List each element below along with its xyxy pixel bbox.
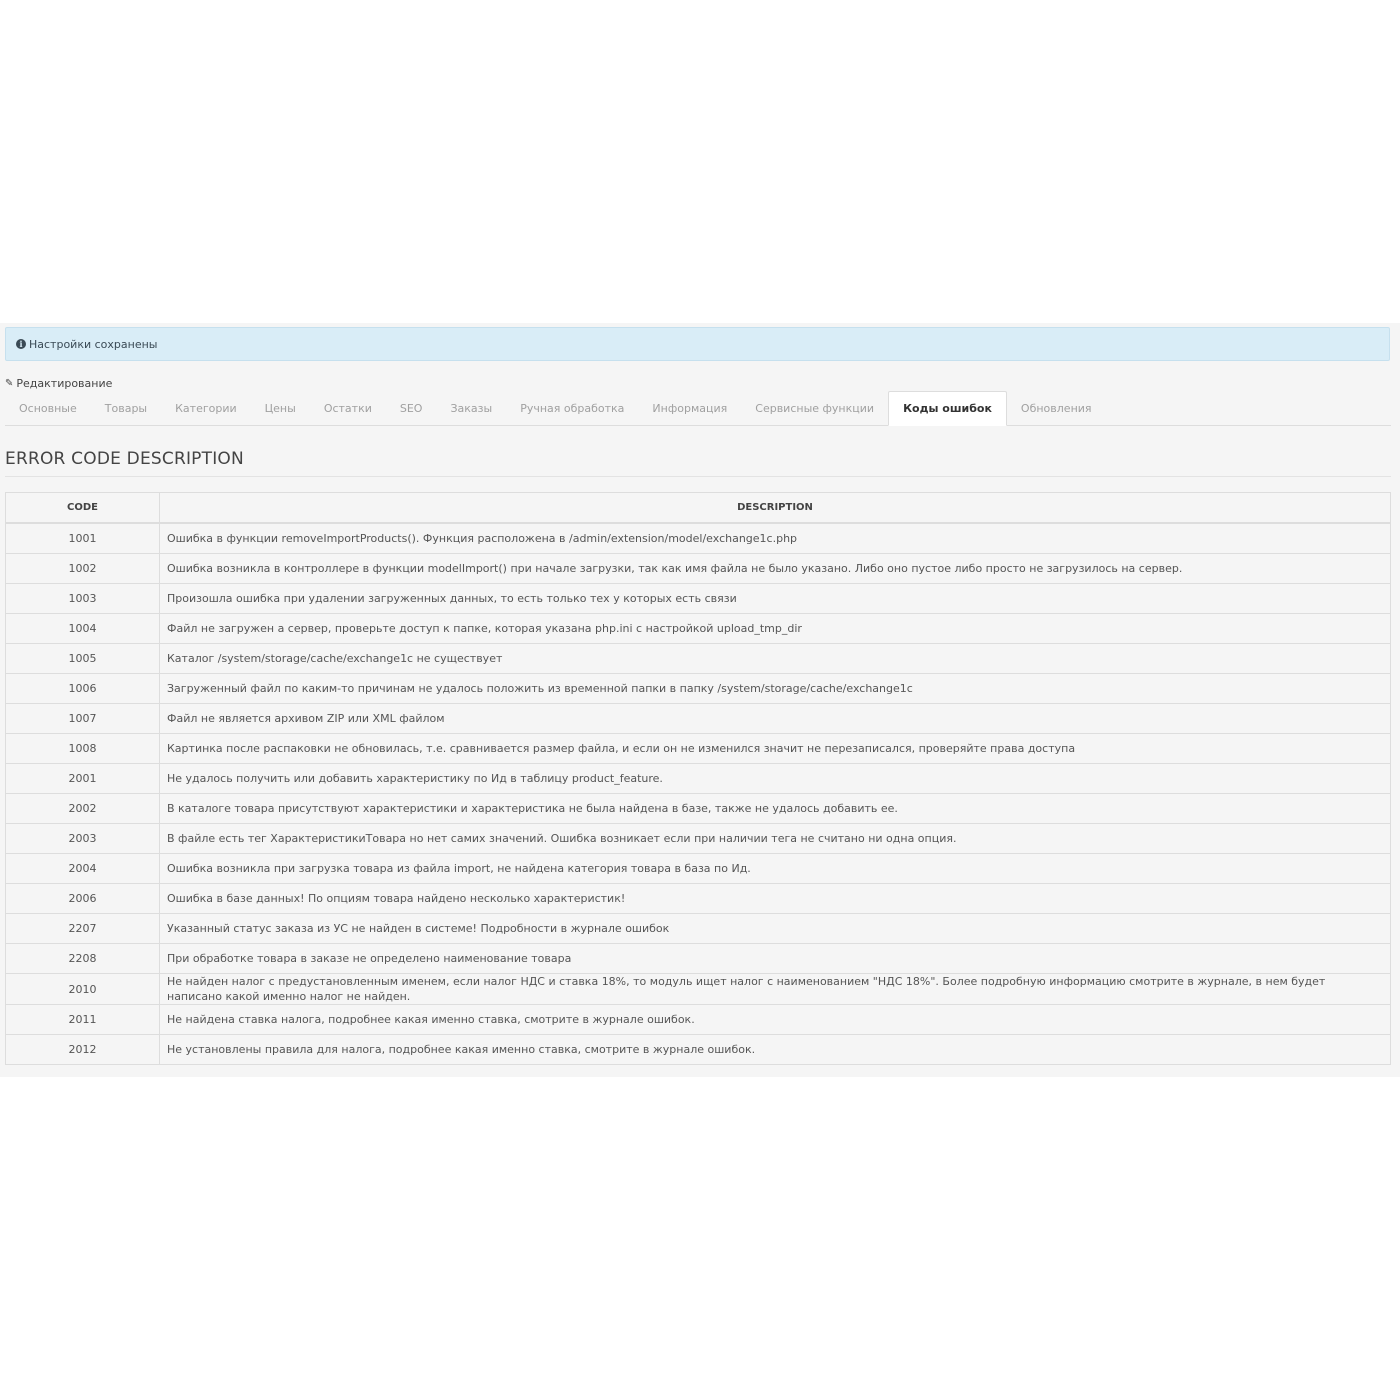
description-column-header: DESCRIPTION — [160, 493, 1391, 524]
table-row — [6, 1005, 1391, 1035]
table-row — [6, 884, 1391, 914]
table-row — [6, 974, 1391, 1005]
pencil-icon: ✎ — [5, 378, 14, 389]
table-row — [6, 704, 1391, 734]
table-row — [6, 854, 1391, 884]
error-description: Файл не загружен а сервер, проверьте доступ к папке, которая указана php.ini с настройкой upload_tmp_dir — [160, 614, 1391, 644]
error-description: Не найдена ставка налога, подробнее какая именно ставка, смотрите в журнале ошибок. — [160, 1005, 1391, 1035]
code-column-header: CODE — [6, 493, 160, 524]
settings-panel — [0, 323, 1400, 1077]
error-code: 1005 — [6, 644, 160, 674]
error-description: Указанный статус заказа из УС не найден в системе! Подробности в журнале ошибок — [160, 914, 1391, 944]
error-code: 1008 — [6, 734, 160, 764]
table-row — [6, 734, 1391, 764]
error-code: 2012 — [6, 1035, 160, 1065]
table-row — [6, 614, 1391, 644]
error-code: 1006 — [6, 674, 160, 704]
table-row — [6, 824, 1391, 854]
table-row — [6, 1035, 1391, 1065]
table-row — [6, 644, 1391, 674]
success-alert — [5, 327, 1390, 361]
error-code: 1007 — [6, 704, 160, 734]
error-description: Не найден налог с предустановленным именем, если налог НДС и ставка 18%, то модуль ищет налог с наименованием "НДС 18%". Более подробную информацию смотрите в журнале, в нем будет написано какой именно налог не найден. — [160, 974, 1391, 1005]
tab-updates[interactable]: Обновления — [1020, 402, 1092, 415]
error-code: 2006 — [6, 884, 160, 914]
tab-products[interactable]: Товары — [104, 402, 148, 415]
error-description: Каталог /system/storage/cache/exchange1c не существует — [160, 644, 1391, 674]
table-row — [6, 584, 1391, 614]
tab-error-codes[interactable]: Коды ошибок — [888, 391, 1007, 426]
error-code: 2207 — [6, 914, 160, 944]
tab-seo[interactable]: SEO — [399, 402, 423, 415]
error-description: Не установлены правила для налога, подробнее какая именно ставка, смотрите в журнале ошибок. — [160, 1035, 1391, 1065]
error-description: Ошибка в базе данных! По опциям товара найдено несколько характеристик! — [160, 884, 1391, 914]
tab-stock[interactable]: Остатки — [323, 402, 372, 415]
tab-service-functions[interactable]: Сервисные функции — [755, 402, 875, 415]
tab-main[interactable]: Основные — [19, 402, 77, 415]
tab-information[interactable]: Информация — [652, 402, 728, 415]
error-description: Файл не является архивом ZIP или XML файлом — [160, 704, 1391, 734]
error-description: Произошла ошибка при удалении загруженных данных, то есть только тех у которых есть связи — [160, 584, 1391, 614]
error-codes-table — [5, 492, 1391, 1065]
tab-categories[interactable]: Категории — [175, 402, 237, 415]
error-code: 2001 — [6, 764, 160, 794]
tab-prices[interactable]: Цены — [264, 402, 296, 415]
error-code: 1002 — [6, 554, 160, 584]
info-circle-icon: i — [16, 339, 26, 349]
error-description: Ошибка в функции removeImportProducts(). Функция расположена в /admin/extension/model/exchange1c.php — [160, 523, 1391, 554]
error-code: 2002 — [6, 794, 160, 824]
error-code: 1003 — [6, 584, 160, 614]
alert-text: Настройки сохранены — [29, 337, 158, 351]
error-code: 1004 — [6, 614, 160, 644]
tab-bar — [5, 392, 1391, 426]
table-row — [6, 523, 1391, 554]
error-description: При обработке товара в заказе не определено наименование товара — [160, 944, 1391, 974]
table-row — [6, 914, 1391, 944]
table-row — [6, 764, 1391, 794]
error-description: Загруженный файл по каким-то причинам не удалось положить из временной папки в папку /system/storage/cache/exchange1c — [160, 674, 1391, 704]
error-code: 2208 — [6, 944, 160, 974]
edit-heading-label: Редактирование — [16, 377, 113, 390]
error-description: Ошибка возникла при загрузка товара из файла import, не найдена категория товара в база по Ид. — [160, 854, 1391, 884]
error-description: Не удалось получить или добавить характеристику по Ид в таблицу product_feature. — [160, 764, 1391, 794]
tab-manual-processing[interactable]: Ручная обработка — [520, 402, 625, 415]
table-row — [6, 674, 1391, 704]
tab-orders[interactable]: Заказы — [450, 402, 493, 415]
section-title: ERROR CODE DESCRIPTION — [5, 449, 244, 469]
title-divider — [5, 476, 1391, 477]
table-row — [6, 794, 1391, 824]
error-code: 2003 — [6, 824, 160, 854]
error-code: 1001 — [6, 523, 160, 554]
error-description: Ошибка возникла в контроллере в функции modelImport() при начале загрузки, так как имя файла не было указано. Либо оно пустое либо просто не загрузилось на сервер. — [160, 554, 1391, 584]
error-code: 2010 — [6, 974, 160, 1005]
error-code: 2011 — [6, 1005, 160, 1035]
table-row — [6, 554, 1391, 584]
table-header-row — [6, 493, 1391, 524]
error-description: В файле есть тег ХарактеристикиТовара но нет самих значений. Ошибка возникает если при наличии тега не считано ни одна опция. — [160, 824, 1391, 854]
error-description: В каталоге товара присутствуют характеристики и характеристика не была найдена в базе, также не удалось добавить ее. — [160, 794, 1391, 824]
error-code: 2004 — [6, 854, 160, 884]
error-description: Картинка после распаковки не обновилась, т.е. сравнивается размер файла, и если он не изменился значит не перезаписался, проверяйте права доступа — [160, 734, 1391, 764]
edit-heading — [5, 377, 112, 390]
table-row — [6, 944, 1391, 974]
